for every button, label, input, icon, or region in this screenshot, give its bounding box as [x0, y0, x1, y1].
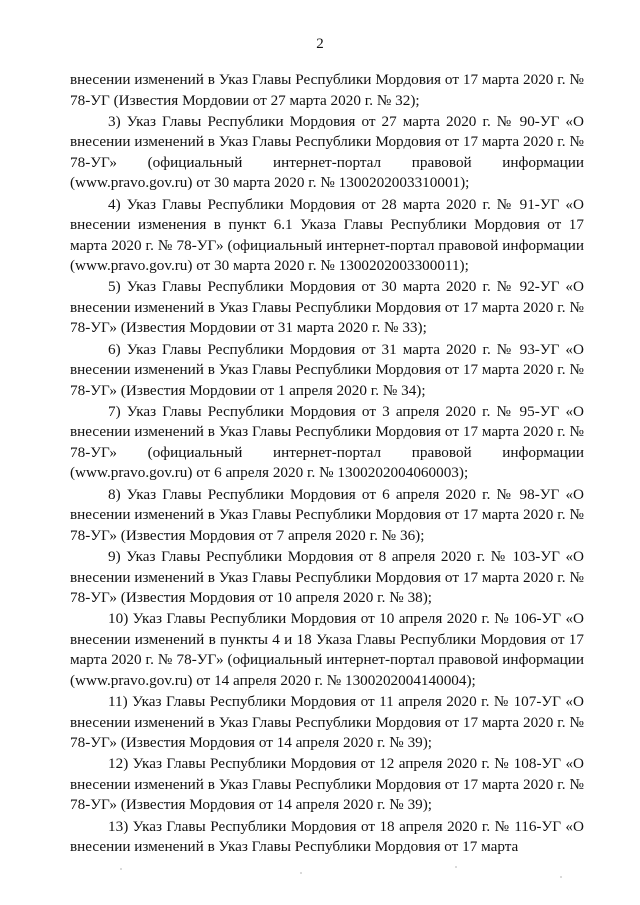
list-item-3: 3) Указ Главы Республики Мордовия от 27 марта 2020 г. № 90-УГ «О внесении изменений в Указ Главы Республики Мордовия от 17 марта 2020 г. № 78-УГ» (официальный интернет-портал правовой информации (www.pravo.gov.ru) от 30 марта 2020 г. № 1300202003310001);: [70, 112, 584, 192]
scan-artifact: [560, 876, 562, 878]
list-item-4: 4) Указ Главы Республики Мордовия от 28 марта 2020 г. № 91-УГ «О внесении изменения в пункт 6.1 Указа Главы Республики Мордовия от 17 марта 2020 г. № 78-УГ» (официальный интернет-портал правовой информации (www.pravo.gov.ru) от 30 марта 2020 г. № 1300202003300011);: [70, 195, 584, 275]
list-item-11: 11) Указ Главы Республики Мордовия от 11 апреля 2020 г. № 107-УГ «О внесении изменений в Указ Главы Республики Мордовия от 17 марта 2020 г. № 78-УГ» (Известия Мордовия от 14 апреля 2020 г. № 39);: [70, 693, 584, 752]
list-item-13: 13) Указ Главы Республики Мордовия от 18 апреля 2020 г. № 116-УГ «О внесении изменений в Указ Главы Республики Мордовия от 17 марта: [70, 817, 584, 856]
list-item-8: 8) Указ Главы Республики Мордовия от 6 апреля 2020 г. № 98-УГ «О внесении изменений в Указ Главы Республики Мордовия от 17 марта 2020 г. № 78-УГ» (Известия Мордовия от 7 апреля 2020 г. № 36);: [70, 485, 584, 544]
list-item-12: 12) Указ Главы Республики Мордовия от 12 апреля 2020 г. № 108-УГ «О внесении изменений в Указ Главы Республики Мордовия от 17 марта 2020 г. № 78-УГ» (Известия Мордовия от 14 апреля 2020 г. № 39);: [70, 755, 584, 814]
list-item-5: 5) Указ Главы Республики Мордовия от 30 марта 2020 г. № 92-УГ «О внесении изменений в Указ Главы Республики Мордовия от 17 марта 2020 г. № 78-УГ» (Известия Мордовии от 31 марта 2020 г. № 33);: [70, 278, 584, 337]
paragraph-continuation: внесении изменений в Указ Главы Республики Мордовия от 17 марта 2020 г. № 78-УГ (Известия Мордовии от 27 марта 2020 г. № 32);: [70, 71, 584, 109]
list-item-9: 9) Указ Главы Республики Мордовия от 8 апреля 2020 г. № 103-УГ «О внесении изменений в Указ Главы Республики Мордовия от 17 марта 2020 г. № 78-УГ» (Известия Мордовия от 10 апреля 2020 г. № 38);: [70, 548, 584, 607]
list-item-6: 6) Указ Главы Республики Мордовия от 31 марта 2020 г. № 93-УГ «О внесении изменений в Указ Главы Республики Мордовия от 17 марта 2020 г. № 78-УГ» (Известия Мордовии от 1 апреля 2020 г. № 34);: [70, 340, 584, 399]
list-item-7: 7) Указ Главы Республики Мордовия от 3 апреля 2020 г. № 95-УГ «О внесении изменений в Указ Главы Республики Мордовия от 17 марта 2020 г. № 78-УГ» (официальный интернет-портал правовой информации (www.pravo.gov.ru) от 6 апреля 2020 г. № 1300202004060003);: [70, 402, 584, 482]
page-number: 2: [316, 36, 324, 52]
document-body: [70, 70, 584, 859]
scan-artifact: [120, 868, 122, 870]
list-item-10: 10) Указ Главы Республики Мордовия от 10 апреля 2020 г. № 106-УГ «О внесении изменений в пункты 4 и 18 Указа Главы Республики Мордовия от 17 марта 2020 г. № 78-УГ» (официальный интернет-портал правовой информации (www.pravo.gov.ru) от 14 апреля 2020 г. № 1300202004140004);: [70, 610, 584, 689]
scan-artifact: [300, 872, 302, 874]
scan-artifact: [455, 866, 457, 868]
